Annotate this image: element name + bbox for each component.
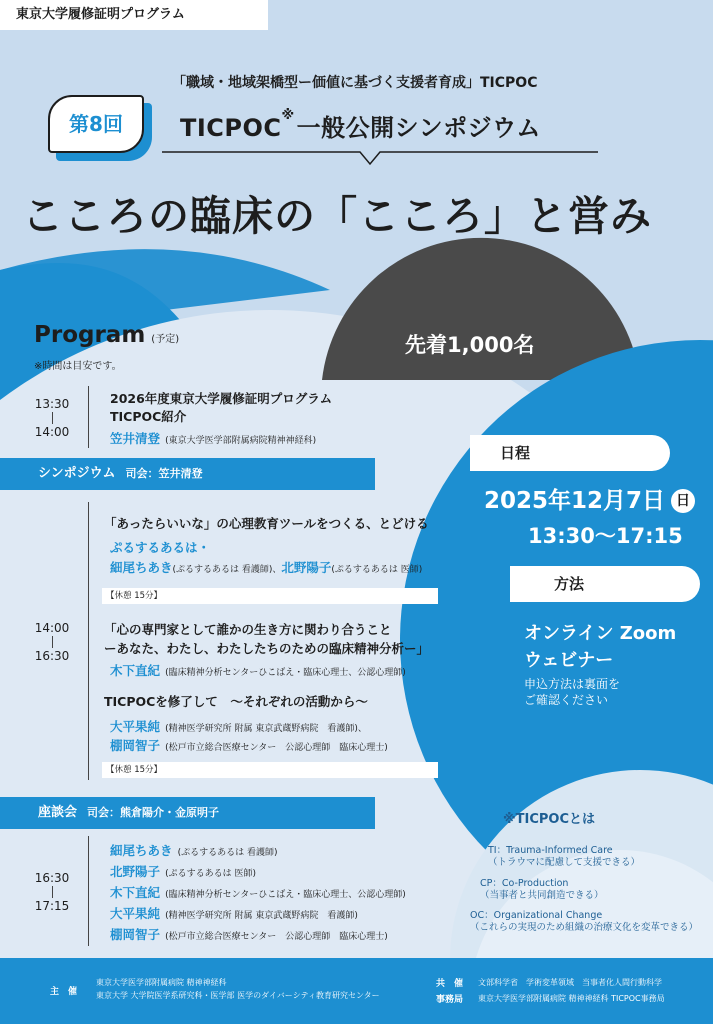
- panel-bar-chair: 司会：熊倉陽介・金原明子: [87, 806, 220, 819]
- talk1-speaker-1: 細尾ちあき: [110, 560, 173, 575]
- opening-title-1: 2026年度東京大学履修証明プログラム: [110, 391, 333, 406]
- main-title: こころの臨床の「こころ」と営み: [22, 192, 652, 240]
- panel-member-name: 棚岡智子: [110, 927, 161, 942]
- time-divider: [52, 886, 53, 898]
- panel-end: 17:15: [34, 899, 70, 913]
- panel-bar: [0, 797, 375, 829]
- talk1-speakers: [110, 557, 422, 576]
- schedule-date-line: [484, 482, 695, 515]
- program-heading-text: Program: [34, 322, 146, 348]
- ticpoc-term: TI：Trauma-Informed Care: [488, 845, 613, 856]
- bubble-line: [160, 148, 600, 168]
- talk3-title: TICPOCを修了して 〜それぞれの活動から〜: [104, 694, 368, 709]
- panel-time: [32, 870, 72, 914]
- panel-member: [110, 840, 278, 859]
- panel-member: [110, 882, 406, 901]
- opening-title-2: TICPOC紹介: [110, 409, 187, 424]
- session-time: [32, 620, 72, 664]
- talk3-speaker-1-affil: (精神医学研究所 附属 東京武蔵野病院 看護師)、: [165, 724, 367, 734]
- panel-bar-label: 座談会: [38, 805, 78, 820]
- symposium-title-suffix: 一般公開シンポジウム: [296, 114, 541, 142]
- footer: [0, 958, 713, 1024]
- panel-member: [110, 861, 256, 880]
- method-label: 方法: [510, 566, 700, 602]
- panel-member-affil: (臨床精神分析センターひこばえ・臨床心理士、公認心理師): [165, 890, 406, 900]
- method-text: [524, 620, 676, 674]
- panel-member-affil: (松戸市立総合医療センター 公認心理師 臨床心理士): [165, 932, 388, 942]
- method-line-2: ウェビナー: [524, 650, 614, 671]
- session-rule: [88, 502, 89, 780]
- ticpoc-item: [480, 878, 604, 902]
- talk2-subtitle: ーあなた、わたし、わたしたちのための臨床精神分析ー」: [104, 641, 430, 656]
- talk3-speaker-2-line: [110, 735, 388, 754]
- panel-member-affil: (ぷるするあるは 看護師): [177, 848, 278, 858]
- talk3-speaker-1: 大平果純: [110, 719, 161, 734]
- break-1: 【休憩 15分】: [102, 588, 438, 604]
- program-tag: 東京大学履修証明プログラム: [0, 0, 268, 30]
- session-start: 14:00: [34, 621, 70, 635]
- schedule-time: 13:30〜17:15: [528, 524, 683, 548]
- symposium-title-name: TICPOC: [180, 114, 282, 142]
- talk2-speaker-line: [110, 660, 406, 679]
- panel-member-name: 北野陽子: [110, 864, 161, 879]
- time-divider: [52, 412, 53, 424]
- talk1-speaker-2: 北野陽子: [281, 560, 332, 575]
- time-divider: [52, 636, 53, 648]
- ticpoc-term: OC：Organizational Change: [470, 910, 603, 921]
- talk2-title: 「心の専門家として誰かの生き方に関わり合うこと: [104, 622, 392, 637]
- panel-member-name: 大平果純: [110, 906, 161, 921]
- office-label: 事務局: [436, 995, 464, 1005]
- capacity-label: 先着1,000名: [405, 333, 535, 357]
- talk1-speaker-1-affil: (ぷるするあるは 看護師)、: [172, 565, 282, 575]
- cohost-text: 文部科学省 学術変革領域 当事者化人間行動科学: [478, 978, 662, 987]
- symposium-bar-label: シンポジウム: [38, 466, 116, 481]
- ticpoc-desc: （トラウマに配慮して支援できる）: [488, 857, 641, 868]
- symposium-bar-chair: 司会：笠井清登: [125, 467, 203, 480]
- panel-member-affil: (精神医学研究所 附属 東京武蔵野病院 看護師): [165, 911, 358, 921]
- panel-member-affil: (ぷるするあるは 医師): [165, 869, 256, 879]
- host-line-1: 東京大学医学部附属病院 精神神経科: [96, 978, 227, 987]
- ticpoc-desc: （これらの実現のため組織の治療文化を変革できる）: [470, 922, 699, 933]
- opening-speaker: 笠井清登: [110, 431, 161, 446]
- edition-badge: [48, 95, 153, 163]
- opening-end: 14:00: [34, 425, 70, 439]
- talk1-group: ぷるするあるは・: [110, 540, 211, 555]
- ticpoc-item: [470, 910, 698, 934]
- panel-rule: [88, 836, 89, 946]
- panel-member: [110, 903, 358, 922]
- talk3-speaker-2: 棚岡智子: [110, 738, 161, 753]
- schedule-label: 日程: [470, 435, 670, 471]
- cohost-label: 共 催: [436, 979, 464, 989]
- panel-member-name: 細尾ちあき: [110, 843, 173, 858]
- ticpoc-term: CP：Co-Production: [480, 878, 569, 889]
- apply-line-1: 申込方法は裏面を: [524, 677, 621, 691]
- office-text: 東京大学医学部附属病院 精神神経科 TICPOC事務局: [478, 994, 665, 1003]
- schedule-day: 日: [671, 489, 695, 513]
- talk3-speaker-2-affil: (松戸市立総合医療センター 公認心理師 臨床心理士): [165, 743, 388, 753]
- ticpoc-heading: ※TICPOCとは: [503, 812, 596, 827]
- host-label: 主 催: [50, 987, 78, 997]
- method-line-1: オンライン Zoom: [524, 623, 677, 644]
- program-heading-note: (予定): [151, 334, 180, 345]
- talk2-speaker: 木下直紀: [110, 663, 161, 678]
- program-heading: [34, 322, 179, 348]
- talk1-speaker-2-affil: (ぷるするあるは 医師): [331, 565, 423, 575]
- ticpoc-item: [488, 845, 640, 869]
- opening-rule: [88, 386, 89, 448]
- symposium-mark: ※: [281, 108, 295, 123]
- panel-member: [110, 924, 388, 943]
- symposium-bar: [0, 458, 375, 490]
- edition-label: 第8回: [48, 95, 144, 153]
- time-note: ※時間は目安です。: [34, 361, 122, 372]
- apply-note: [524, 676, 620, 708]
- talk2-affil: (臨床精神分析センターひこばえ・臨床心理士、公認心理師): [165, 668, 406, 678]
- host-line-2: 東京大学 大学院医学系研究科・医学部 医学のダイバーシティ教育研究センター: [96, 991, 380, 1000]
- talk3-speaker-1-line: [110, 716, 367, 735]
- opening-time: [32, 396, 72, 440]
- talk1-title: 「あったらいいな」の心理教育ツールをつくる、とどける: [104, 516, 429, 531]
- break-2: 【休憩 15分】: [102, 762, 438, 778]
- session-end: 16:30: [34, 649, 70, 663]
- opening-affil: (東京大学医学部附属病院精神神経科): [165, 436, 317, 446]
- symposium-title: [180, 108, 541, 143]
- opening-start: 13:30: [34, 397, 70, 411]
- ticpoc-desc: （当事者と共同創造できる）: [480, 890, 604, 901]
- panel-member-name: 木下直紀: [110, 885, 161, 900]
- opening-speaker-line: [110, 428, 316, 447]
- apply-line-2: ご確認ください: [524, 693, 609, 707]
- schedule-date: 2025年12月7日: [484, 488, 666, 514]
- panel-start: 16:30: [34, 871, 70, 885]
- pre-title: 「職域・地域架橋型ー価値に基づく支援者育成」TICPOC: [172, 75, 538, 91]
